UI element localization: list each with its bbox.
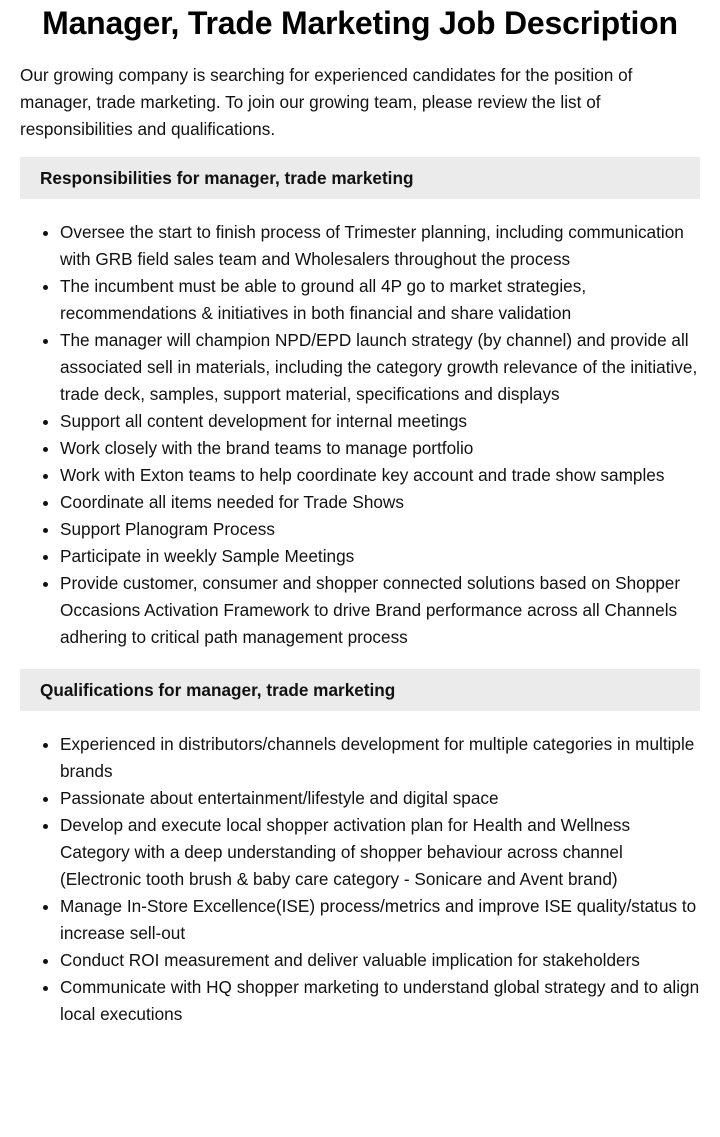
qualification-item: • Manage In-Store Excellence(ISE) process/metrics and improve ISE quality/status to increase sell-out <box>60 893 700 947</box>
page-title: Manager, Trade Marketing Job Description <box>42 5 678 41</box>
responsibility-item: • The manager will champion NPD/EPD launch strategy (by channel) and provide all associated sell in materials, including the category growth relevance of the initiative, trade deck, samples, support material, specifications and displays <box>60 327 700 408</box>
responsibility-item: • Oversee the start to finish process of Trimester planning, including communication with GRB field sales team and Wholesalers throughout the process <box>60 219 700 273</box>
qualification-item: • Conduct ROI measurement and deliver valuable implication for stakeholders <box>60 947 700 974</box>
responsibility-item: • The incumbent must be able to ground all 4P go to market strategies, recommendations & initiatives in both financial and share validation <box>60 273 700 327</box>
responsibility-item: • Provide customer, consumer and shopper connected solutions based on Shopper Occasions Activation Framework to drive Brand performance across all Channels adhering to critical path management process <box>60 570 700 651</box>
responsibility-item: • Support Planogram Process <box>60 516 700 543</box>
qualifications-heading: Qualifications for manager, trade marketing <box>20 669 700 711</box>
responsibilities-heading: Responsibilities for manager, trade marketing <box>20 157 700 199</box>
responsibility-item: • Work with Exton teams to help coordinate key account and trade show samples <box>60 462 700 489</box>
qualification-item: • Experienced in distributors/channels development for multiple categories in multiple brands <box>60 731 700 785</box>
qualification-item: • Communicate with HQ shopper marketing to understand global strategy and to align local executions <box>60 974 700 1028</box>
qualification-item: • Develop and execute local shopper activation plan for Health and Wellness Category with a deep understanding of shopper behaviour across channel (Electronic tooth brush & baby care category - Sonicare and Avent brand) <box>60 812 700 893</box>
responsibility-item: • Participate in weekly Sample Meetings <box>60 543 700 570</box>
responsibility-item: • Work closely with the brand teams to manage portfolio <box>60 435 700 462</box>
intro-paragraph: Our growing company is searching for experienced candidates for the position of manager, trade marketing. To join our growing team, please review the list of responsibilities and qualifications. <box>20 65 633 139</box>
responsibility-item: • Support all content development for internal meetings <box>60 408 700 435</box>
responsibility-item: • Coordinate all items needed for Trade Shows <box>60 489 700 516</box>
qualifications-list <box>20 731 700 1028</box>
qualification-item: • Passionate about entertainment/lifestyle and digital space <box>60 785 700 812</box>
responsibilities-list <box>20 219 700 651</box>
